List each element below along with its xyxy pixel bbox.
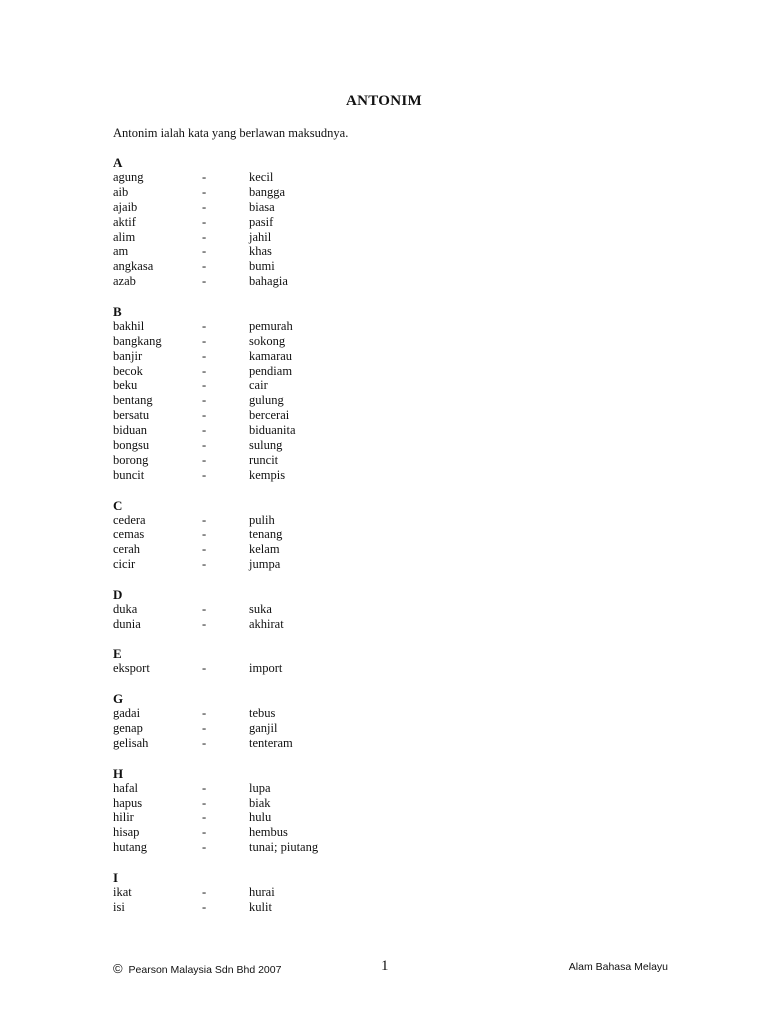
separator-dash: - xyxy=(202,467,207,482)
separator-dash: - xyxy=(202,512,207,527)
word: aib xyxy=(113,184,129,199)
section-letter: D xyxy=(113,586,123,602)
word: hafal xyxy=(113,780,138,795)
separator-dash: - xyxy=(202,616,207,631)
word: agung xyxy=(113,170,144,184)
word: cicir xyxy=(113,557,136,572)
antonym: lupa xyxy=(249,780,271,795)
separator-dash: - xyxy=(202,527,207,542)
antonym: sulung xyxy=(249,438,283,453)
word: borong xyxy=(113,452,149,467)
separator-dash: - xyxy=(202,780,207,795)
word: isi xyxy=(113,899,125,914)
separator-dash: - xyxy=(202,363,207,378)
separator-dash: - xyxy=(202,244,207,259)
antonym-row xyxy=(113,453,613,468)
antonym-row xyxy=(113,810,613,825)
separator-dash: - xyxy=(202,452,207,467)
separator-dash: - xyxy=(202,170,207,184)
antonym-row xyxy=(113,274,613,289)
antonym: jahil xyxy=(249,229,272,244)
antonym: sokong xyxy=(249,333,286,348)
separator-dash: - xyxy=(202,333,207,348)
antonym: hulu xyxy=(249,810,272,825)
word: bakhil xyxy=(113,318,145,333)
antonym: kamarau xyxy=(249,348,293,363)
word: bangkang xyxy=(113,333,162,348)
separator-dash: - xyxy=(202,840,207,855)
antonym-row xyxy=(113,900,613,915)
antonym-row xyxy=(113,542,613,557)
separator-dash: - xyxy=(202,601,207,616)
word: genap xyxy=(113,721,143,736)
antonym-row xyxy=(113,349,613,364)
word: cedera xyxy=(113,512,146,527)
word: cerah xyxy=(113,542,141,557)
word: bersatu xyxy=(113,408,150,423)
word: alim xyxy=(113,229,136,244)
section-letter: E xyxy=(113,646,122,662)
word: banjir xyxy=(113,348,143,363)
antonym-list xyxy=(113,155,613,929)
antonym-row xyxy=(113,706,613,721)
antonym: bangga xyxy=(249,184,286,199)
antonym: khas xyxy=(249,244,272,259)
footer-brand: Alam Bahasa Melayu xyxy=(568,961,668,973)
separator-dash: - xyxy=(202,348,207,363)
antonym-row xyxy=(113,423,613,438)
word: gadai xyxy=(113,706,141,721)
section-letter: G xyxy=(113,691,124,707)
antonym-row xyxy=(113,170,613,185)
word: aktif xyxy=(113,214,136,229)
antonym-row xyxy=(113,721,613,736)
word: biduan xyxy=(113,423,148,438)
word: eksport xyxy=(113,661,150,676)
antonym-row xyxy=(113,230,613,245)
word: gelisah xyxy=(113,735,149,750)
antonym: tenang xyxy=(249,527,283,542)
copyright-text: Pearson Malaysia Sdn Bhd 2007 xyxy=(128,964,282,976)
section-letter: B xyxy=(113,303,122,319)
page-number: 1 xyxy=(381,958,389,974)
antonym: biasa xyxy=(249,199,275,214)
section-i xyxy=(113,870,613,915)
antonym: biak xyxy=(249,795,271,810)
word: hisap xyxy=(113,825,140,840)
word: angkasa xyxy=(113,259,154,274)
antonym: pulih xyxy=(249,512,275,527)
antonym-row xyxy=(113,200,613,215)
antonym-row xyxy=(113,557,613,572)
antonym: tunai; piutang xyxy=(249,840,319,855)
word: hapus xyxy=(113,795,143,810)
antonym-row xyxy=(113,661,613,676)
section-h xyxy=(113,766,613,855)
separator-dash: - xyxy=(202,810,207,825)
antonym: akhirat xyxy=(249,616,284,631)
antonym: bahagia xyxy=(249,274,288,289)
antonym-row xyxy=(113,244,613,259)
separator-dash: - xyxy=(202,229,207,244)
separator-dash: - xyxy=(202,735,207,750)
antonym-row xyxy=(113,527,613,542)
antonym: kempis xyxy=(249,467,286,482)
antonym: runcit xyxy=(249,452,279,467)
section-a xyxy=(113,155,613,289)
antonym: tenteram xyxy=(249,735,293,750)
antonym-row xyxy=(113,364,613,379)
antonym-row xyxy=(113,393,613,408)
footer-copyright xyxy=(113,961,281,976)
antonym: suka xyxy=(249,601,272,616)
section-d xyxy=(113,587,613,632)
antonym: kecil xyxy=(249,170,274,184)
separator-dash: - xyxy=(202,721,207,736)
intro-text: Antonim ialah kata yang berlawan maksudnya. xyxy=(113,126,349,140)
word: bentang xyxy=(113,393,153,408)
separator-dash: - xyxy=(202,199,207,214)
antonym: gulung xyxy=(249,393,284,408)
antonym-row xyxy=(113,185,613,200)
section-g xyxy=(113,691,613,751)
antonym: pendiam xyxy=(249,363,293,378)
word: azab xyxy=(113,274,136,289)
separator-dash: - xyxy=(202,899,207,914)
page-footer xyxy=(0,958,768,981)
antonym-row xyxy=(113,378,613,393)
antonym-row xyxy=(113,617,613,632)
word: am xyxy=(113,244,129,259)
antonym-row xyxy=(113,438,613,453)
separator-dash: - xyxy=(202,557,207,572)
word: beku xyxy=(113,378,138,393)
separator-dash: - xyxy=(202,408,207,423)
word: bongsu xyxy=(113,438,150,453)
separator-dash: - xyxy=(202,318,207,333)
antonym: pemurah xyxy=(249,318,293,333)
antonym-row xyxy=(113,885,613,900)
antonym: bercerai xyxy=(249,408,290,423)
antonym-row xyxy=(113,825,613,840)
antonym-row xyxy=(113,259,613,274)
word: duka xyxy=(113,601,138,616)
separator-dash: - xyxy=(202,378,207,393)
antonym: pasif xyxy=(249,214,274,229)
antonym-row xyxy=(113,408,613,423)
separator-dash: - xyxy=(202,184,207,199)
word: hilir xyxy=(113,810,134,825)
antonym-row xyxy=(113,602,613,617)
separator-dash: - xyxy=(202,825,207,840)
word: ajaib xyxy=(113,199,138,214)
separator-dash: - xyxy=(202,259,207,274)
section-c xyxy=(113,498,613,573)
antonym: bumi xyxy=(249,259,275,274)
separator-dash: - xyxy=(202,661,207,676)
antonym-row xyxy=(113,215,613,230)
antonym: hurai xyxy=(249,884,275,899)
antonym: ganjil xyxy=(249,721,278,736)
antonym-row xyxy=(113,334,613,349)
word: dunia xyxy=(113,616,141,631)
antonym: jumpa xyxy=(249,557,281,572)
separator-dash: - xyxy=(202,423,207,438)
separator-dash: - xyxy=(202,274,207,289)
word: buncit xyxy=(113,467,145,482)
antonym-row xyxy=(113,796,613,811)
section-e xyxy=(113,646,613,676)
antonym: kelam xyxy=(249,542,280,557)
word: ikat xyxy=(113,884,132,899)
separator-dash: - xyxy=(202,706,207,721)
antonym: biduanita xyxy=(249,423,296,438)
section-letter: A xyxy=(113,155,123,170)
word: becok xyxy=(113,363,143,378)
antonym-row xyxy=(113,468,613,483)
separator-dash: - xyxy=(202,884,207,899)
section-b xyxy=(113,304,613,483)
antonym: cair xyxy=(249,378,268,393)
separator-dash: - xyxy=(202,214,207,229)
antonym: tebus xyxy=(249,706,276,721)
antonym-row xyxy=(113,513,613,528)
section-letter: H xyxy=(113,765,124,781)
separator-dash: - xyxy=(202,542,207,557)
antonym: hembus xyxy=(249,825,288,840)
antonym-row xyxy=(113,736,613,751)
antonym-row xyxy=(113,840,613,855)
antonym-row xyxy=(113,319,613,334)
copyright-icon: © xyxy=(113,961,123,976)
section-letter: I xyxy=(113,869,119,885)
antonym: import xyxy=(249,661,283,676)
antonym-row xyxy=(113,781,613,796)
section-letter: C xyxy=(113,497,123,513)
word: cemas xyxy=(113,527,145,542)
separator-dash: - xyxy=(202,393,207,408)
word: hutang xyxy=(113,840,148,855)
antonym: kulit xyxy=(249,899,272,914)
separator-dash: - xyxy=(202,795,207,810)
separator-dash: - xyxy=(202,438,207,453)
page-title: ANTONIM xyxy=(346,93,422,109)
